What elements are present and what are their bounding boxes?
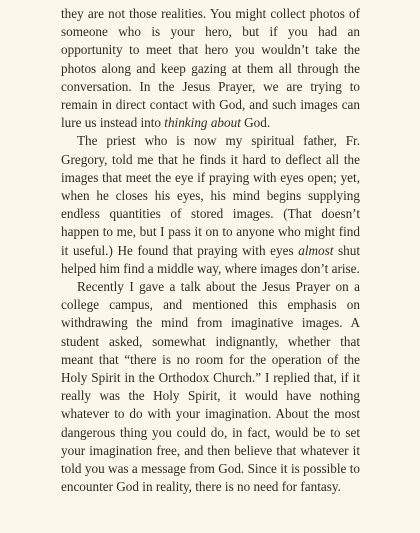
paragraph-2-text: The priest who is now my spiritual father, Fr. Gregory, told me that he finds it hard to deflect all the images that meet the eye if praying with eyes open; yet, when he closes his eyes, his mind begins supplying endless quantities of stored images. (That doesn’t happen to me, but I pass it on to anyone who might find it useful.) He found that praying with eyes xyxy=(61,133,360,258)
paragraph-2-emphasis: almost xyxy=(298,242,334,258)
paragraph-3 xyxy=(61,278,360,496)
paragraph-1-emphasis: thinking about xyxy=(164,115,241,131)
paragraph-1 xyxy=(61,5,360,132)
paragraph-3-text: Recently I gave a talk about the Jesus Prayer on a college campus, and mentioned this emphasis on withdrawing the mind from imaginative images. A student asked, somewhat indignantly, whether that meant that “there is no room for the operation of the Holy Spirit in the Orthodox Church.” I replied that, if it really was the Holy Spirit, it would have nothing whatever to do with your imagination. About the most dangerous thing you could do, in fact, would be to set your imagination free, and then believe that whatever it told you was a message from God. Since it is possible to encounter God in reality, there is no need for fantasy. xyxy=(61,279,360,495)
paragraph-2 xyxy=(61,132,360,278)
paragraph-2-ending: shut helped him find a middle way, where images don’t arise. xyxy=(61,242,361,276)
paragraph-1-ending: God. xyxy=(240,115,271,131)
paragraph-1-text: they are not those realities. You might collect photos of someone who is your hero, but if you had an opportunity to meet that hero you wouldn’t take the photos along and keep gazing at them all through the conversation. In the Jesus Prayer, we are trying to remain in direct contact with God, and such images can lure us instead into xyxy=(61,6,360,131)
